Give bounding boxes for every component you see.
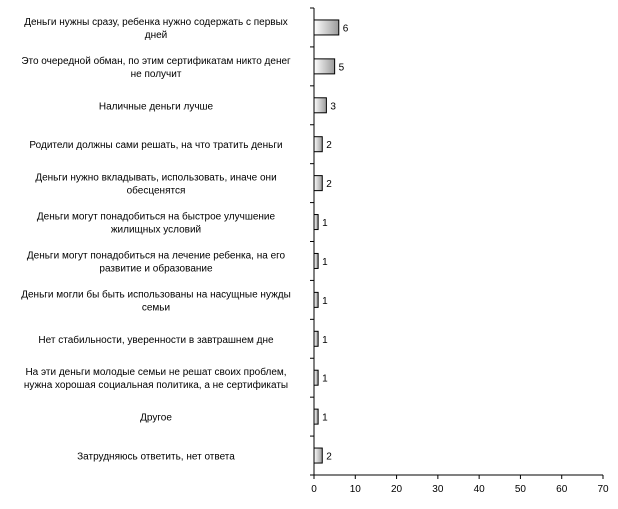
category-label: [21, 55, 291, 80]
bar: [314, 292, 318, 307]
category-label-line: На эти деньги молодые семьи не решат своих проблем,: [25, 367, 287, 379]
category-label-line: семьи: [141, 302, 171, 314]
category-label: [29, 140, 282, 151]
category-label-line: нужна хорошая социальная политика, а не сертификаты: [23, 380, 289, 392]
category-label-line: дней: [144, 29, 168, 41]
x-tick-label: 70: [597, 484, 609, 495]
bar: [314, 20, 339, 35]
category-label: [38, 334, 274, 346]
bar-value-label: 2: [326, 179, 332, 191]
category-label-line: Деньги могут понадобиться на лечение ребенка, на его: [26, 250, 286, 262]
category-label: [77, 452, 235, 463]
category-labels: [21, 16, 291, 463]
category-label-line: не получит: [130, 68, 182, 80]
bar-value-label: 2: [326, 140, 332, 152]
bar-value-label: 1: [322, 334, 328, 346]
category-label: [24, 16, 288, 41]
bar: [314, 253, 318, 268]
category-label-line: развитие и образование: [99, 263, 213, 275]
x-tick-label: 50: [514, 484, 526, 495]
x-tick-label: 30: [432, 484, 444, 495]
category-label-line: Наличные деньги лучше: [98, 101, 214, 113]
bar-value-label: 1: [322, 373, 328, 385]
bar-value-label: 1: [322, 218, 328, 230]
bar: [314, 176, 322, 191]
category-label-line: обесценятся: [126, 185, 186, 197]
category-label-line: жилищных условий: [110, 224, 202, 236]
bar: [314, 409, 318, 424]
category-label: [35, 173, 276, 197]
bar: [314, 215, 318, 230]
bar: [314, 448, 322, 463]
category-label-line: Нет стабильности, уверенности в завтрашнем дне: [38, 334, 274, 346]
bar-value-label: 2: [326, 451, 332, 463]
category-label-line: Это очередной обман, по этим сертификатам никто денег: [21, 55, 291, 67]
x-tick-label: 10: [349, 484, 361, 495]
x-tick-label: 20: [391, 484, 403, 495]
category-label-line: Деньги могут понадобиться на быстрое улучшение: [36, 211, 276, 223]
x-tick-label: 0: [311, 484, 317, 495]
bar: [314, 98, 326, 113]
category-label-line: Другое: [140, 412, 172, 424]
bar-value-label: 1: [322, 295, 328, 307]
category-label-line: Родители должны сами решать, на что тратить деньги: [29, 140, 283, 152]
bar: [314, 370, 318, 385]
category-label-line: Деньги могли бы быть использованы на насущные нужды: [21, 289, 291, 301]
x-tick-label: 40: [473, 484, 485, 495]
category-label: [99, 101, 214, 112]
bars: [314, 20, 349, 463]
category-label-line: Затрудняюсь ответить, нет ответа: [77, 451, 235, 463]
x-tick-label: 60: [556, 484, 568, 495]
bar-value-label: 1: [322, 256, 328, 268]
bar-value-label: 1: [322, 412, 328, 424]
bar-value-label: 5: [338, 62, 345, 74]
category-label: [24, 366, 288, 391]
category-label: [37, 211, 276, 236]
bar: [314, 137, 322, 152]
category-label: [27, 249, 286, 274]
bar: [314, 331, 318, 346]
axes: [310, 8, 609, 495]
category-label-line: Деньги нужны сразу, ребенка нужно содержать с первых: [24, 16, 288, 28]
category-label-line: Деньги нужно вкладывать, использовать, иначе они: [35, 172, 277, 184]
category-label: [140, 413, 172, 424]
category-label: [21, 288, 291, 313]
bar-value-label: 6: [342, 23, 349, 35]
bar-value-label: 3: [330, 101, 336, 113]
bar: [314, 59, 335, 74]
